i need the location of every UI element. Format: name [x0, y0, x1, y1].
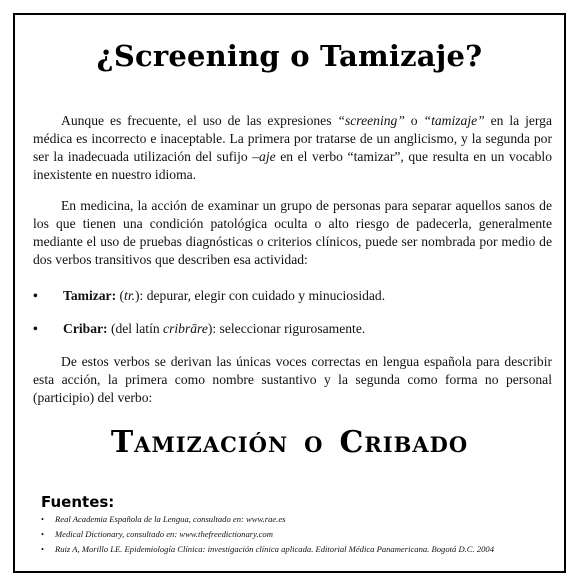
intro-term-tamizaje: “tamizaje” — [423, 113, 485, 128]
source-bullet: • — [41, 529, 45, 539]
source-text: Real Academia Española de la Lengua, consultado en: www.rae.es — [55, 514, 286, 524]
sources-list — [41, 512, 561, 557]
bullet-marker: • — [33, 321, 38, 336]
source-item — [41, 512, 561, 527]
intro-text-4: en el verbo “tamizar”, que resulta en un vocablo inexistente en nuestro idioma. — [33, 149, 552, 182]
source-item — [41, 527, 561, 542]
bullet-pre: (del latín — [107, 321, 164, 336]
term-conjunction: o — [304, 425, 324, 460]
page-title: ¿Screening o Tamizaje? — [96, 39, 483, 73]
paragraph-definition-text: En medicina, la acción de examinar un grupo de personas para separar aquellos sanos de los que tienen una condición patológica oculta o alto riesgo de padecerla, generalmente mediante el uso de pruebas diagnósticas o criterios clínicos, puede ser nombrada por medio de dos verbos transitivos que describen esa actividad: — [33, 198, 552, 267]
term-cribado: Cribado — [339, 425, 469, 460]
bullet-cribar — [33, 320, 552, 338]
term-tamizacion: Tamización — [110, 425, 289, 460]
bullet-term: Cribar: — [63, 321, 108, 336]
source-bullet: • — [41, 544, 45, 554]
source-bullet: • — [41, 514, 45, 524]
bullet-note: tr. — [124, 288, 136, 303]
paragraph-intro — [33, 112, 552, 184]
paragraph-definition — [33, 197, 552, 269]
document-frame — [13, 13, 566, 573]
source-item — [41, 542, 561, 557]
bullet-tamizar — [33, 287, 552, 305]
intro-text-2: o — [404, 113, 424, 128]
source-text: Ruiz A, Morillo LE. Epidemiología Clínica: investigación clínica aplicada. Editorial Médica Panamericana. Bogotá D.C. 2004 — [55, 544, 495, 554]
paragraph-conclusion — [33, 353, 552, 407]
bullet-marker: • — [33, 288, 38, 303]
bullet-note: cribrāre — [163, 321, 208, 336]
bullet-term: Tamizar: — [63, 288, 117, 303]
paragraph-intro-text — [33, 112, 552, 184]
source-text: Medical Dictionary, consultado en: www.thefreedictionary.com — [55, 529, 273, 539]
correct-terms-heading — [15, 425, 564, 460]
bullet-pre: ( — [116, 288, 125, 303]
intro-term-screening: “screening” — [337, 113, 405, 128]
bullet-definition: ): depurar, elegir con cuidado y minuciosidad. — [135, 288, 386, 303]
intro-text-1: Aunque es frecuente, el uso de las expresiones — [61, 113, 338, 128]
paragraph-conclusion-text: De estos verbos se derivan las únicas voces correctas en lengua española para describir esta acción, la primera como nombre sustantivo y la segunda como forma no personal (participio) del verbo: — [33, 354, 552, 405]
sources-heading: Fuentes: — [41, 493, 115, 511]
bullet-definition: ): seleccionar rigurosamente. — [207, 321, 366, 336]
intro-text-3: en la jerga médica es incorrecto e inaceptable. La primera por tratarse de un anglicismo, y la segunda por ser la inadecuada utilización del sufijo — [33, 113, 553, 164]
intro-suffix: –aje — [252, 149, 276, 164]
